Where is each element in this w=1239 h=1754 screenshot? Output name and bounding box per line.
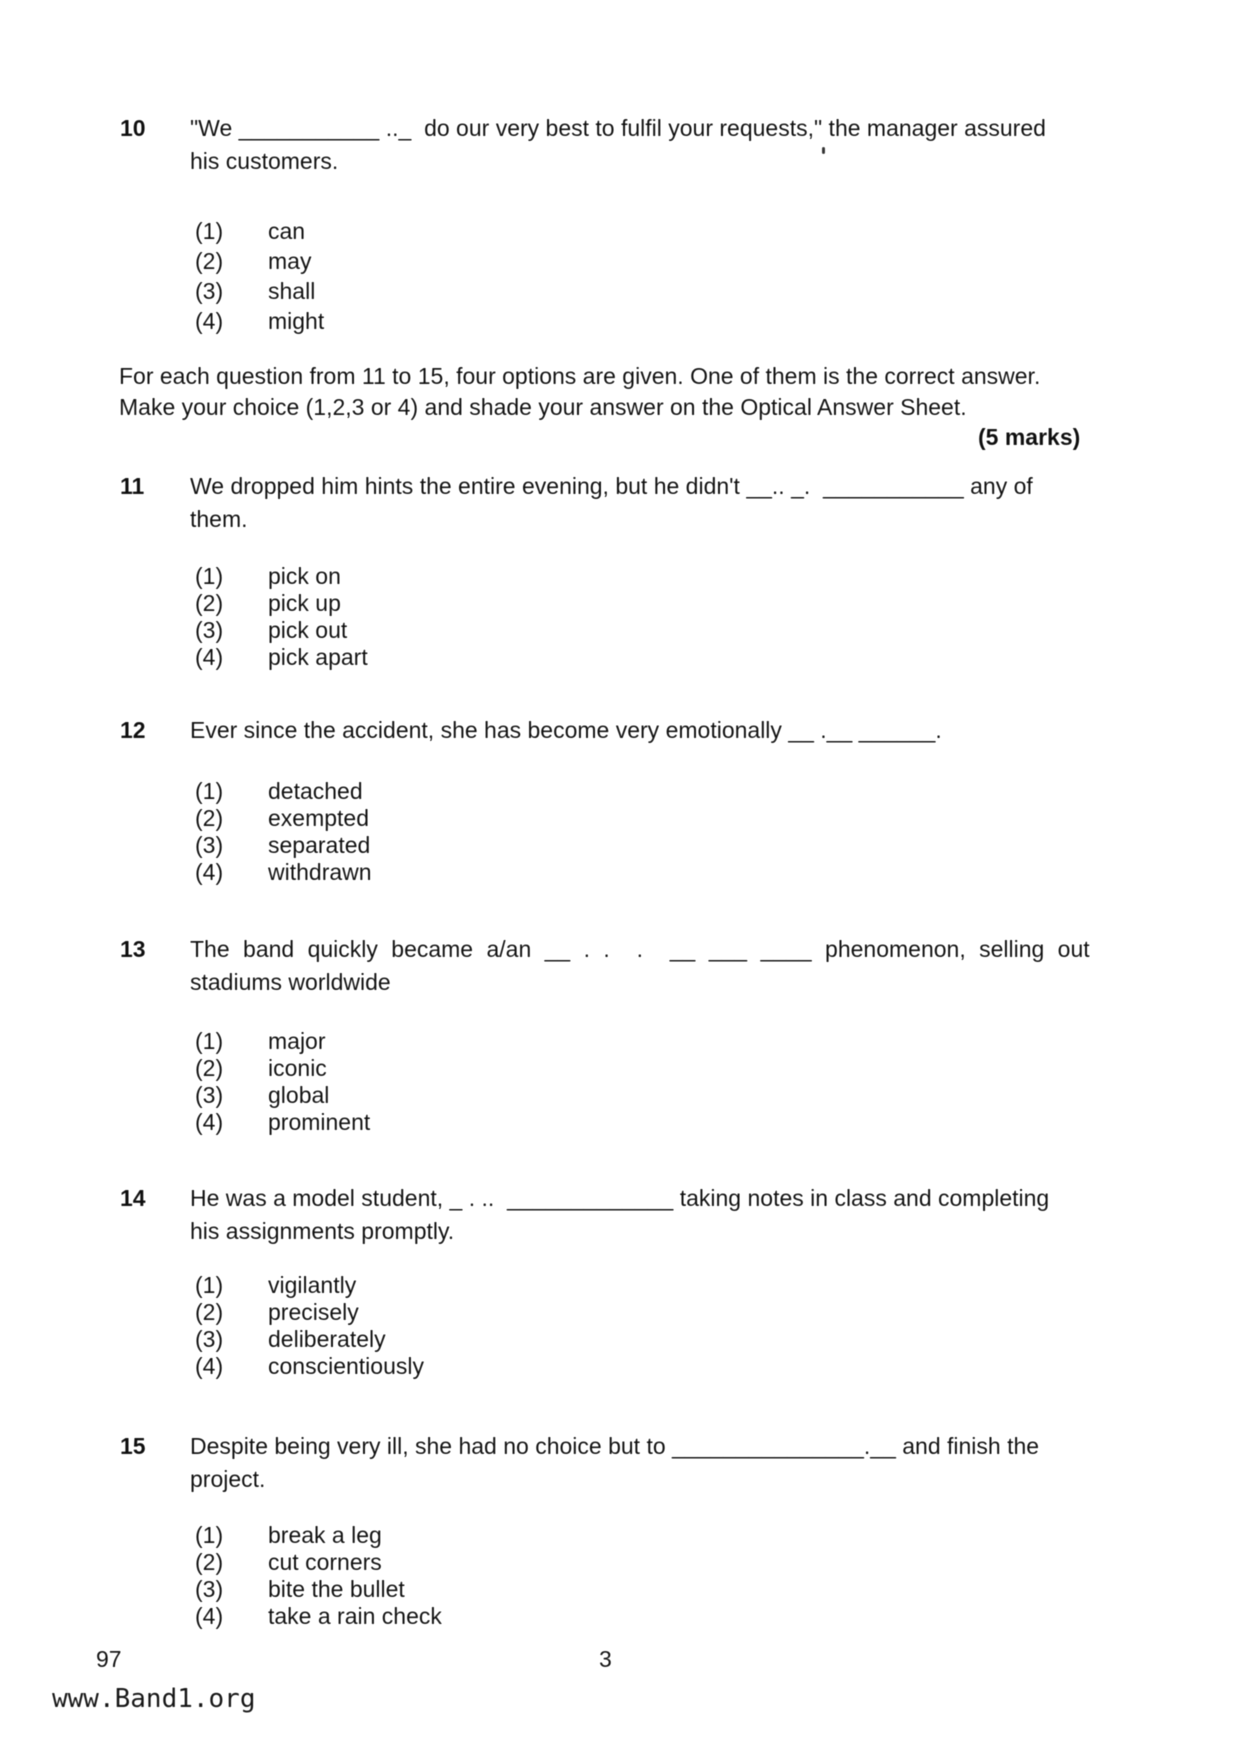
option-row (195, 308, 795, 338)
option-number: (1) (195, 563, 224, 589)
watermark-url: www.Band1.org (52, 1684, 256, 1714)
option-label: may (268, 248, 312, 274)
option-row (195, 1055, 795, 1082)
option-row (195, 1353, 795, 1380)
option-label: pick up (268, 590, 341, 616)
options-list (195, 563, 795, 671)
instructions-line: Make your choice (1,2,3 or 4) and shade your answer on the Optical Answer Sheet. (119, 394, 967, 420)
options-list (195, 218, 795, 338)
option-row (195, 248, 795, 278)
options-list (195, 1522, 795, 1630)
option-label: cut corners (268, 1549, 382, 1575)
option-row (195, 832, 795, 859)
option-number: (3) (195, 1326, 224, 1352)
option-number: (3) (195, 1576, 224, 1602)
question-line: Despite being very ill, she had no choice but to _______________.__ and finish the (190, 1433, 1040, 1459)
option-row (195, 590, 795, 617)
option-label: iconic (268, 1055, 327, 1081)
option-number: (4) (195, 1109, 224, 1135)
option-label: separated (268, 832, 371, 858)
option-number: (2) (195, 590, 224, 616)
question-line: them. (190, 506, 248, 532)
option-row (195, 1299, 795, 1326)
options-list (195, 1028, 795, 1136)
question-line: The band quickly became a/an __ . . . __ ___ ____ phenomenon, selling out (190, 936, 1090, 962)
question-line: his customers. (190, 148, 339, 174)
option-row (195, 1028, 795, 1055)
option-row (195, 805, 795, 832)
option-number: (1) (195, 778, 224, 804)
question-number: 13 (120, 936, 146, 962)
option-label: bite the bullet (268, 1576, 405, 1602)
option-label: deliberately (268, 1326, 386, 1352)
option-row (195, 1549, 795, 1576)
option-number: (1) (195, 1272, 224, 1298)
option-number: (1) (195, 1522, 224, 1548)
option-label: take a rain check (268, 1603, 442, 1629)
question-line: his assignments promptly. (190, 1218, 455, 1244)
footer-number: 97 (96, 1646, 122, 1672)
option-label: vigilantly (268, 1272, 357, 1298)
option-label: detached (268, 778, 363, 804)
option-number: (4) (195, 1353, 224, 1379)
option-label: pick on (268, 563, 341, 589)
option-row (195, 859, 795, 886)
question-text (190, 1430, 1130, 1496)
option-number: (2) (195, 805, 224, 831)
option-label: major (268, 1028, 326, 1054)
options-list (195, 778, 795, 886)
option-number: (4) (195, 859, 224, 885)
option-number: (4) (195, 308, 224, 334)
option-row (195, 1109, 795, 1136)
option-row (195, 1603, 795, 1630)
option-label: pick out (268, 617, 348, 643)
option-label: global (268, 1082, 330, 1108)
question-line: Ever since the accident, she has become very emotionally __ .__ ______. (190, 717, 942, 743)
option-label: withdrawn (268, 859, 372, 885)
option-row (195, 218, 795, 248)
options-list (195, 1272, 795, 1380)
option-label: prominent (268, 1109, 371, 1135)
question-text (190, 1182, 1130, 1248)
option-row (195, 1522, 795, 1549)
option-number: (4) (195, 644, 224, 670)
option-label: can (268, 218, 306, 244)
question-text (190, 470, 1130, 536)
option-label: pick apart (268, 644, 368, 670)
question-number: 15 (120, 1433, 146, 1459)
option-row (195, 617, 795, 644)
option-row (195, 563, 795, 590)
question-text (190, 112, 1130, 178)
option-row (195, 778, 795, 805)
question-line: We dropped him hints the entire evening, but he didn't __.. _. ___________ any of (190, 473, 1033, 499)
question-number: 11 (120, 473, 145, 499)
option-number: (2) (195, 1549, 224, 1575)
question-line: "We ___________ .._ do our very best to fulfil your requests," the manager assured (190, 115, 1046, 141)
option-row (195, 1326, 795, 1353)
option-number: (3) (195, 832, 224, 858)
question-number: 12 (120, 717, 146, 743)
option-row (195, 644, 795, 671)
option-number: (3) (195, 617, 224, 643)
option-number: (2) (195, 1299, 224, 1325)
question-line: project. (190, 1466, 266, 1492)
question-text (190, 933, 1130, 999)
instructions-line: For each question from 11 to 15, four options are given. One of them is the correct answer. (119, 363, 1041, 389)
option-row (195, 1576, 795, 1603)
option-row (195, 1272, 795, 1299)
option-number: (3) (195, 1082, 224, 1108)
option-row (195, 278, 795, 308)
question-line: He was a model student, _ . .. _____________ taking notes in class and completing (190, 1185, 1050, 1211)
option-label: break a leg (268, 1522, 382, 1548)
option-number: (2) (195, 248, 224, 274)
option-label: shall (268, 278, 316, 304)
option-label: might (268, 308, 325, 334)
marks-note: (5 marks) (978, 424, 1081, 450)
option-number: (1) (195, 1028, 224, 1054)
option-label: conscientiously (268, 1353, 424, 1379)
page-number: 3 (599, 1646, 612, 1672)
option-row (195, 1082, 795, 1109)
question-number: 10 (120, 115, 146, 141)
option-number: (2) (195, 1055, 224, 1081)
scan-artifact (822, 147, 825, 154)
option-number: (1) (195, 218, 224, 244)
question-line: stadiums worldwide (190, 969, 391, 995)
option-label: exempted (268, 805, 370, 831)
question-text (190, 714, 1130, 747)
question-number: 14 (120, 1185, 146, 1211)
option-number: (3) (195, 278, 224, 304)
option-label: precisely (268, 1299, 359, 1325)
option-number: (4) (195, 1603, 224, 1629)
